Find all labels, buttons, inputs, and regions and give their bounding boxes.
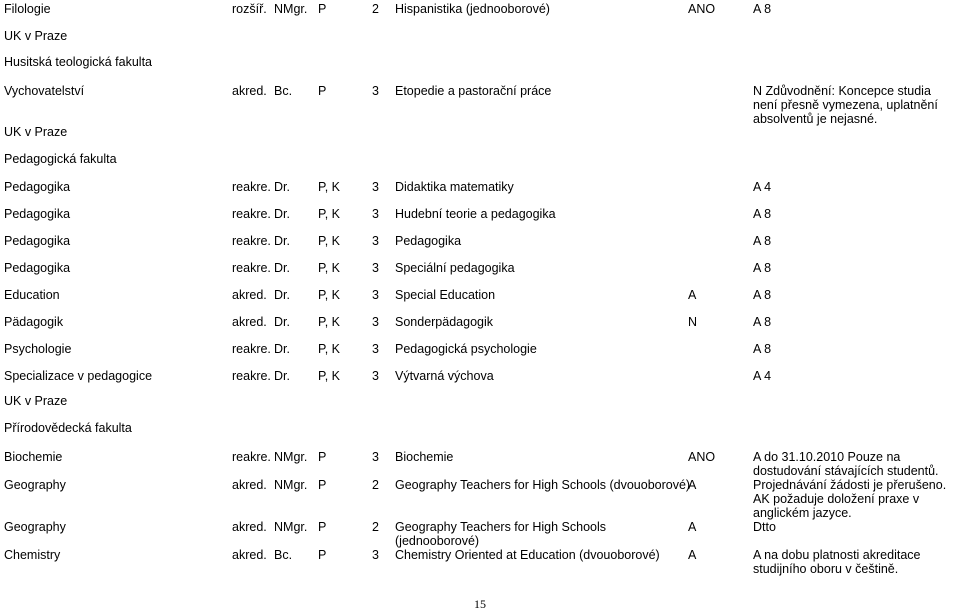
cell-flag: A xyxy=(688,548,697,562)
cell-years: 3 xyxy=(372,342,379,356)
faculty-header: Pedagogická fakulta xyxy=(4,152,117,166)
cell-decision: A 8 xyxy=(753,234,772,248)
cell-field: Vychovatelství xyxy=(4,84,85,98)
cell-field: Geography xyxy=(4,478,66,492)
cell-years: 3 xyxy=(372,548,379,562)
cell-type: reakre. xyxy=(232,261,271,275)
cell-decision: Dtto xyxy=(753,520,776,534)
cell-decision: A 4 xyxy=(753,369,772,383)
cell-form: P, K xyxy=(318,315,341,329)
university-header: UK v Praze xyxy=(4,29,68,43)
cell-flag: ANO xyxy=(688,450,716,464)
cell-form: P xyxy=(318,478,327,492)
cell-type: rozšíř. xyxy=(232,2,267,16)
cell-degree: Dr. xyxy=(274,261,290,275)
cell-decision: A 4 xyxy=(753,180,772,194)
cell-form: P xyxy=(318,450,327,464)
cell-type: akred. xyxy=(232,84,267,98)
cell-decision: A na dobu platnosti akreditace studijního oboru v češtině. xyxy=(753,548,921,576)
cell-form: P xyxy=(318,84,327,98)
cell-flag: ANO xyxy=(688,2,716,16)
cell-program: Etopedie a pastorační práce xyxy=(395,84,552,98)
cell-years: 3 xyxy=(372,315,379,329)
cell-years: 2 xyxy=(372,2,379,16)
cell-program: Pedagogická psychologie xyxy=(395,342,537,356)
cell-program: Hudební teorie a pedagogika xyxy=(395,207,556,221)
cell-degree: Dr. xyxy=(274,288,290,302)
cell-type: reakre. xyxy=(232,180,271,194)
cell-field: Pedagogika xyxy=(4,207,71,221)
cell-program: Speciální pedagogika xyxy=(395,261,515,275)
cell-type: akred. xyxy=(232,548,267,562)
university-header: UK v Praze xyxy=(4,125,68,139)
cell-program: Geography Teachers for High Schools (jednooborové) xyxy=(395,520,606,548)
cell-program: Biochemie xyxy=(395,450,454,464)
cell-field: Pedagogika xyxy=(4,180,71,194)
cell-decision: A 8 xyxy=(753,207,772,221)
cell-field: Biochemie xyxy=(4,450,63,464)
cell-decision: Projednávání žádosti je přerušeno. AK požaduje doložení praxe v anglickém jazyce. xyxy=(753,478,947,520)
cell-degree: Dr. xyxy=(274,234,290,248)
cell-flag: A xyxy=(688,288,697,302)
cell-degree: Dr. xyxy=(274,207,290,221)
cell-form: P, K xyxy=(318,288,341,302)
cell-form: P, K xyxy=(318,234,341,248)
cell-type: reakre. xyxy=(232,342,271,356)
cell-degree: Bc. xyxy=(274,84,293,98)
cell-type: akred. xyxy=(232,315,267,329)
cell-form: P xyxy=(318,520,327,534)
cell-field: Pädagogik xyxy=(4,315,64,329)
cell-field: Geography xyxy=(4,520,66,534)
cell-flag: A xyxy=(688,478,697,492)
cell-form: P xyxy=(318,2,327,16)
cell-years: 2 xyxy=(372,520,379,534)
cell-program: Pedagogika xyxy=(395,234,462,248)
cell-form: P, K xyxy=(318,369,341,383)
cell-program: Hispanistika (jednooborové) xyxy=(395,2,550,16)
faculty-header: Přírodovědecká fakulta xyxy=(4,421,132,435)
cell-years: 2 xyxy=(372,478,379,492)
cell-decision: A 8 xyxy=(753,288,772,302)
cell-form: P, K xyxy=(318,207,341,221)
cell-field: Chemistry xyxy=(4,548,61,562)
cell-field: Education xyxy=(4,288,60,302)
cell-years: 3 xyxy=(372,207,379,221)
cell-flag: N xyxy=(688,315,698,329)
cell-years: 3 xyxy=(372,261,379,275)
cell-degree: NMgr. xyxy=(274,450,308,464)
cell-field: Specializace v pedagogice xyxy=(4,369,153,383)
cell-program: Sonderpädagogik xyxy=(395,315,493,329)
cell-degree: NMgr. xyxy=(274,2,308,16)
cell-type: akred. xyxy=(232,520,267,534)
cell-years: 3 xyxy=(372,288,379,302)
cell-decision: A 8 xyxy=(753,2,772,16)
cell-decision: A 8 xyxy=(753,261,772,275)
cell-degree: Dr. xyxy=(274,315,290,329)
cell-field: Pedagogika xyxy=(4,261,71,275)
cell-form: P, K xyxy=(318,180,341,194)
cell-years: 3 xyxy=(372,84,379,98)
cell-degree: NMgr. xyxy=(274,478,308,492)
faculty-header: Husitská teologická fakulta xyxy=(4,55,152,69)
cell-program: Didaktika matematiky xyxy=(395,180,514,194)
university-header: UK v Praze xyxy=(4,394,68,408)
cell-program: Special Education xyxy=(395,288,496,302)
cell-form: P, K xyxy=(318,261,341,275)
page-number: 15 xyxy=(474,597,486,611)
cell-years: 3 xyxy=(372,180,379,194)
cell-field: Psychologie xyxy=(4,342,72,356)
cell-type: reakre. xyxy=(232,234,271,248)
cell-program: Chemistry Oriented at Education (dvouoborové) xyxy=(395,548,660,562)
cell-field: Pedagogika xyxy=(4,234,71,248)
cell-years: 3 xyxy=(372,450,379,464)
cell-decision: A do 31.10.2010 Pouze na dostudování stávajících studentů. xyxy=(753,450,939,478)
cell-type: reakre. xyxy=(232,207,271,221)
cell-degree: Dr. xyxy=(274,369,290,383)
cell-type: reakre. xyxy=(232,369,271,383)
cell-program: Výtvarná výchova xyxy=(395,369,494,383)
cell-type: reakre. xyxy=(232,450,271,464)
cell-degree: NMgr. xyxy=(274,520,308,534)
cell-degree: Dr. xyxy=(274,180,290,194)
cell-decision: N Zdůvodnění: Koncepce studia není přesně vymezena, uplatnění absolventů je nejasné. xyxy=(753,84,938,126)
cell-years: 3 xyxy=(372,369,379,383)
cell-decision: A 8 xyxy=(753,315,772,329)
cell-degree: Dr. xyxy=(274,342,290,356)
cell-flag: A xyxy=(688,520,697,534)
cell-type: akred. xyxy=(232,478,267,492)
cell-years: 3 xyxy=(372,234,379,248)
cell-field: Filologie xyxy=(4,2,51,16)
cell-form: P, K xyxy=(318,342,341,356)
cell-type: akred. xyxy=(232,288,267,302)
cell-degree: Bc. xyxy=(274,548,293,562)
cell-form: P xyxy=(318,548,327,562)
cell-decision: A 8 xyxy=(753,342,772,356)
cell-program: Geography Teachers for High Schools (dvouoborové) xyxy=(395,478,691,492)
